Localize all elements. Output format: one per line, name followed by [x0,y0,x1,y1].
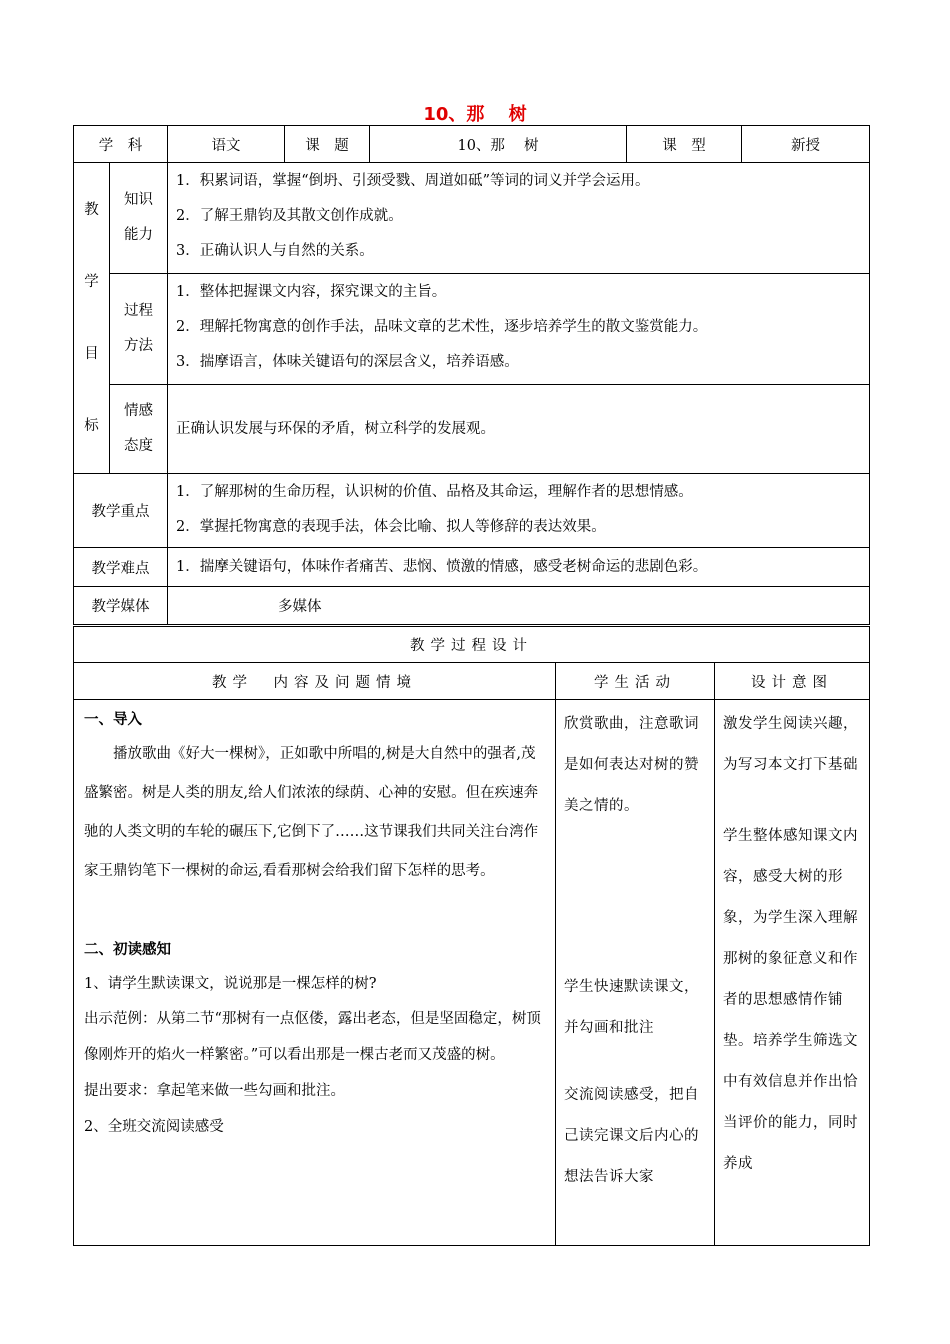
key-points-items [168,474,870,548]
list-item: 3．正确认识人与自然的关系。 [176,243,374,259]
difficulties-label: 教学难点 [74,548,168,587]
media-value: 多媒体 [168,587,870,625]
question-text: 1、请学生默读课文，说说那是一棵怎样的树? [84,976,377,992]
list-item: 1．揣摩关键语句，体味作者痛苦、悲悯、愤激的情感，感受老树命运的悲剧色彩。 [176,558,708,575]
process-items [168,274,870,385]
intro-paragraph: 播放歌曲《好大一棵树》，正如歌中所唱的,树是大自然中的强者,茂盛繁密。树是人类的朋友,给人们浓浓的绿荫、心神的安慰。但在疾速奔驰的人类文明的车轮的碾压下,它倒下了……这节课我们共同关注台湾作家王鼎钧笔下一棵树的命运,看看那树会给我们留下怎样的思考。 [84,746,539,879]
difficulties-items [168,548,870,587]
key-points-label: 教学重点 [74,474,168,548]
teaching-content-cell [74,700,556,1246]
activity-text: 交流阅读感受，把自己读完课文后内心的想法告诉大家 [564,1087,699,1185]
activity-column-header: 学生活动 [556,663,715,700]
section-title: 二、初读感知 [84,941,171,958]
process-design-heading: 教学过程设计 [74,627,870,663]
knowledge-label: 知识 能力 [110,163,168,274]
list-item: 1．整体把握课文内容，探究课文的主旨。 [176,284,447,300]
subject-label: 学 科 [74,126,168,163]
list-item: 1．积累词语，掌握“倒坍、引颈受戮、周道如砥”等词的词义并学会运用。 [176,173,650,189]
design-intent-cell [715,700,870,1246]
list-item: 1．了解那树的生命历程，认识树的价值、品格及其命运，理解作者的思想情感。 [176,484,693,500]
type-value: 新授 [742,126,870,163]
section-title: 一、导入 [84,711,142,728]
emotion-items [168,385,870,474]
topic-value: 10、那 树 [370,126,627,163]
intent-text: 学生整体感知课文内容，感受大树的形象，为学生深入理解那树的象征意义和作者的思想感情作铺垫。培养学生筛选文中有效信息并作出恰当评价的能力，同时养成 [723,828,858,1172]
type-label: 课 型 [627,126,742,163]
topic-label: 课 题 [285,126,370,163]
list-item: 2．了解王鼎钧及其散文创作成就。 [176,208,403,224]
media-label: 教学媒体 [74,587,168,625]
lesson-info-table [73,125,870,625]
page-title: 10、那 树 [423,104,527,125]
question-text: 2、全班交流阅读感受 [84,1119,224,1135]
activity-text: 欣赏歌曲，注意歌词是如何表达对树的赞美之情的。 [564,716,699,814]
process-label: 过程 方法 [110,274,168,385]
emotion-label: 情感 态度 [110,385,168,474]
list-item: 3．揣摩语言，体味关键语句的深层含义，培养语感。 [176,354,519,370]
process-design-table [73,626,870,1246]
requirement-text: 提出要求：拿起笔来做一些勾画和批注。 [84,1083,345,1099]
subject-value: 语文 [168,126,285,163]
content-column-header: 教学 内容及问题情境 [74,663,556,700]
student-activity-cell [556,700,715,1246]
list-item: 2．理解托物寓意的创作手法，品味文章的艺术性，逐步培养学生的散文鉴赏能力。 [176,319,708,335]
list-item: 正确认识发展与环保的矛盾，树立科学的发展观。 [176,420,495,437]
activity-text: 学生快速默读课文，并勾画和批注 [564,979,699,1036]
objectives-group-label: 教 学 目 标 [74,163,110,474]
list-item: 2．掌握托物寓意的表现手法，体会比喻、拟人等修辞的表达效果。 [176,519,606,535]
intent-column-header: 设计意图 [715,663,870,700]
intent-text: 激发学生阅读兴趣，为写习本文打下基础 [723,716,858,773]
knowledge-items [168,163,870,274]
example-text: 出示范例：从第二节“那树有一点伛偻，露出老态，但是坚固稳定，树顶像刚炸开的焰火一样繁密。”可以看出那是一棵古老而又茂盛的树。 [84,1011,541,1063]
